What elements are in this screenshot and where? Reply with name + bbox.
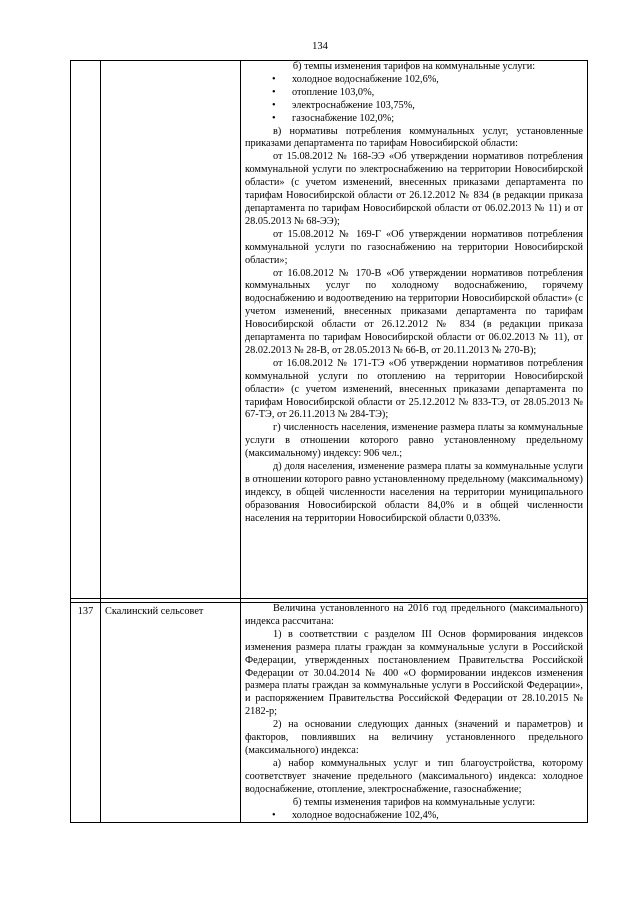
paragraph: 2) на основании следующих данных (значений и параметров) и факторов, повлиявших на величину установленного предельного (максимального) индекса:: [245, 719, 583, 756]
justification-cell: [241, 61, 588, 599]
tariff-rates-list: [245, 810, 583, 823]
paragraph: от 15.08.2012 № 168-ЭЭ «Об утверждении нормативов потребления коммунальной услуги по электроснабжению на территории Новосибирской области» (с учетом изменений, внесенных приказами департамента по тарифам Новосибирской области от 26.12.2012 № 834 (в редакции приказа департамента по тарифам Новосибирской области от 06.02.2013 № 11) и от 28.05.2013 № 68-ЭЭ);: [245, 151, 583, 227]
table-row: [71, 61, 588, 599]
paragraph: от 15.08.2012 № 169-Г «Об утверждении нормативов потребления коммунальной услуги по газоснабжению на территории Новосибирской области»;: [245, 228, 583, 266]
list-item: • электроснабжение 103,75%,: [292, 100, 583, 113]
row-number-cell: 137: [71, 603, 101, 823]
page-number: 134: [312, 41, 328, 52]
list-item: • отопление 103,0%,: [292, 87, 583, 100]
list-item: • холодное водоснабжение 102,6%,: [292, 74, 583, 87]
index-table: [70, 60, 588, 823]
list-item: • газоснабжение 102,0%;: [292, 113, 583, 126]
tariff-rates-list: [245, 74, 583, 126]
paragraph: а) набор коммунальных услуг и тип благоустройства, которому соответствует значение предельного (максимального) индекса: холодное водоснабжение, отопление, электроснабжение, газоснабжение;: [245, 757, 583, 795]
paragraph: от 16.08.2012 № 170-В «Об утверждении нормативов потребления коммунальных услуг по холодному водоснабжению, горячему водоснабжению и водоотведению на территории Новосибирской области» (с учетом изменений, внесенных приказами департамента по тарифам Новосибирской области от 26.12.2012 № 834 (в редакции приказа департамента по тарифам Новосибирской области от 06.02.2013 № 11), от 28.02.2013 № 28-В, от 28.05.2013 № 66-В, от 20.11.2013 № 270-В);: [245, 267, 583, 356]
justification-cell: [241, 603, 588, 823]
municipality-cell: [101, 61, 241, 599]
list-item: • холодное водоснабжение 102,4%,: [292, 810, 583, 823]
row-number-cell: [71, 61, 101, 599]
paragraph: в) нормативы потребления коммунальных услуг, установленные приказами департамента по тарифам Новосибирской области:: [245, 125, 583, 150]
paragraph: 1) в соответствии с разделом III Основ формирования индексов изменения размера платы граждан за коммунальные услуги в Российской Федерации, утвержденных постановлением Правительства Российской Федерации от 30.04.2014 № 400 «О формировании индексов изменения размера платы граждан за коммунальные услуги в Российской Федерации», и распоряжением Правительства Российской Федерации от 28.10.2015 № 2182-р;: [245, 628, 583, 718]
tariff-rates-heading: б) темпы изменения тарифов на коммунальные услуги:: [292, 61, 536, 72]
paragraph: д) доля населения, изменение размера платы за коммунальные услуги в отношении которого равно установленному предельному (максимальному) индексу, в общей численности населения на территории муниципального образования Новосибирской области 84,0% и в общей численности населения на территории Новосибирской области 0,033%.: [245, 461, 583, 524]
municipality-cell: Скалинский сельсовет: [101, 603, 241, 823]
paragraph: Величина установленного на 2016 год предельного (максимального) индекса рассчитана:: [245, 603, 583, 627]
table-row: [71, 603, 588, 823]
paragraph: г) численность населения, изменение размера платы за коммунальные услуги в отношении которого равно установленному предельному (максимальному) индексу: 906 чел.;: [245, 422, 583, 460]
tariff-rates-heading: б) темпы изменения тарифов на коммунальные услуги:: [292, 796, 536, 808]
paragraph: от 16.08.2012 № 171-ТЭ «Об утверждении нормативов потребления коммунальной услуги по отоплению на территории Новосибирской области» (с учетом изменений, внесенных приказами департамента по тарифам Новосибирской области от 25.12.2012 № 833-ТЭ, от 28.05.2013 № 67-ТЭ, от 26.11.2013 № 284-ТЭ);: [245, 357, 583, 421]
